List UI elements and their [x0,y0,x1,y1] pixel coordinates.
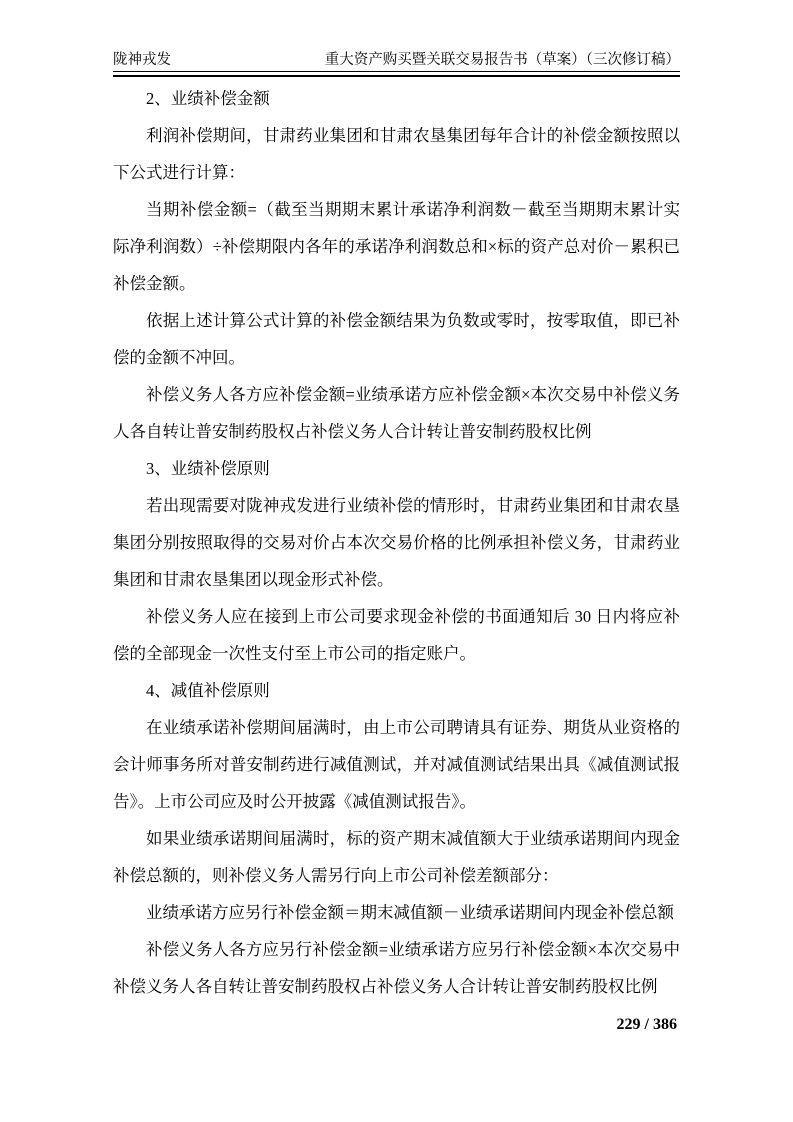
body-paragraph-formula: 补偿义务人各方应补偿金额=业绩承诺方应补偿金额×本次交易中补偿义务人各自转让普安制药股权占补偿义务人合计转让普安制药股权比例 [113,385,680,441]
body-paragraph: 若出现需要对陇神戎发进行业绩补偿的情形时，甘肃药业集团和甘肃农垦集团分别按照取得的交易对价占本次交易价格的比例承担补偿义务，甘肃药业集团和甘肃农垦集团以现金形式补偿。 [113,496,680,589]
document-body [113,80,680,1005]
body-paragraph-formula: 业绩承诺方应另行补偿金额＝期末减值额－业绩承诺期间内现金补偿总额 [146,903,674,922]
body-paragraph: 在业绩承诺补偿期间届满时，由上市公司聘请具有证券、期货从业资格的会计师事务所对普安制药进行减值测试，并对减值测试结果出具《减值测试报告》。上市公司应及时公开披露《减值测试报告》。 [113,718,680,811]
body-paragraph: 依据上述计算公式计算的补偿金额结果为负数或零时，按零取值，即已补偿的金额不冲回。 [113,311,680,367]
header-company-name: 陇神戎发 [113,52,171,68]
body-paragraph: 利润补偿期间，甘肃药业集团和甘肃农垦集团每年合计的补偿金额按照以下公式进行计算： [113,126,680,182]
body-paragraph: 如果业绩承诺期间届满时，标的资产期末减值额大于业绩承诺期间内现金补偿总额的，则补偿义务人需另行向上市公司补偿差额部分： [113,829,680,885]
header-report-title: 重大资产购买暨关联交易报告书（草案）（三次修订稿） [324,52,680,68]
body-paragraph-formula: 当期补偿金额=（截至当期期末累计承诺净利润数－截至当期期末累计实际净利润数）÷补偿期限内各年的承诺净利润数总和×标的资产总对价－累积已补偿金额。 [113,200,680,293]
header-rule-thin [113,71,680,72]
page-header [113,52,680,77]
section-heading-performance-compensation-principle: 3、业绩补偿原则 [146,459,270,478]
body-paragraph: 补偿义务人应在接到上市公司要求现金补偿的书面通知后 30 日内将应补偿的全部现金一次性支付至上市公司的指定账户。 [113,607,680,663]
section-heading-performance-compensation-amount: 2、业绩补偿金额 [146,89,270,108]
header-rule-thick [113,75,680,78]
header-row [113,52,680,69]
section-heading-impairment-compensation-principle: 4、减值补偿原则 [146,681,270,700]
body-paragraph-formula: 补偿义务人各方应另行补偿金额=业绩承诺方应另行补偿金额×本次交易中补偿义务人各自转让普安制药股权占补偿义务人合计转让普安制药股权比例 [113,940,680,996]
page-number: 229 / 386 [616,1016,677,1033]
page-footer [113,1015,680,1035]
